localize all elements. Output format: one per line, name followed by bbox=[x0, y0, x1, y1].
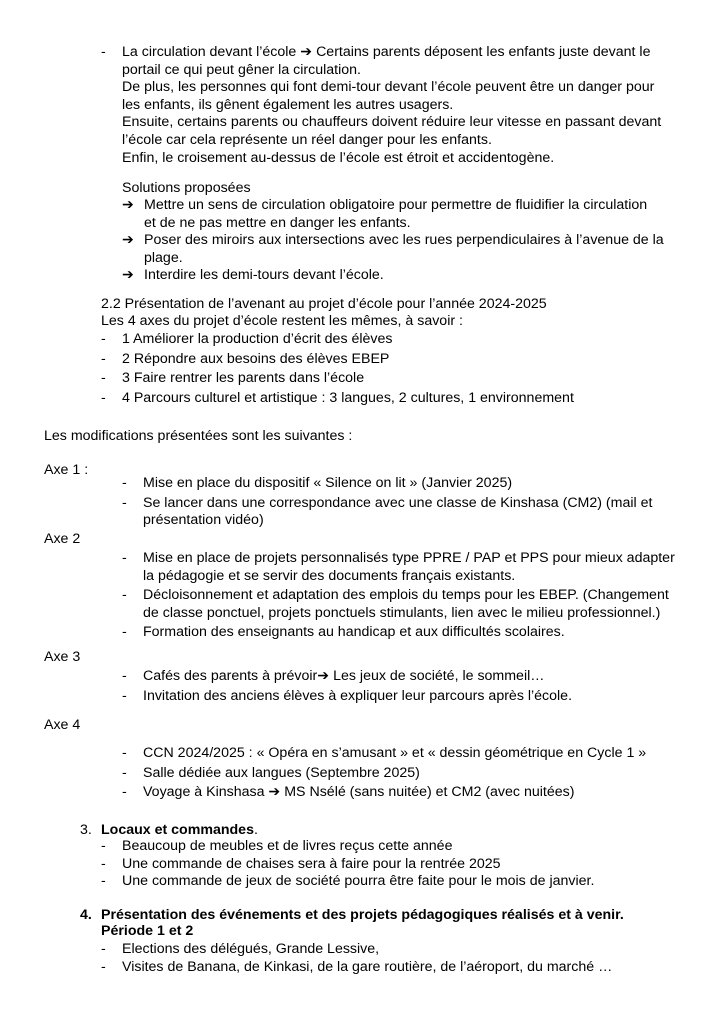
list-item: - Une commande de jeux de société pourra être faite pour le mois de janvier. bbox=[101, 873, 594, 891]
solutions-list bbox=[122, 197, 664, 285]
axe2-list bbox=[122, 550, 675, 642]
axe2-label: Axe 2 bbox=[44, 531, 81, 547]
section4-subtitle: Période 1 et 2 bbox=[101, 923, 194, 939]
list-item: - Décloisonnement et adaptation des emplois du temps pour les EBEP. (Changement de classe ponctuel, projets ponctuels stimulants, lien avec le milieu professionnel.) bbox=[122, 587, 675, 622]
list-item: - 3 Faire rentrer les parents dans l’école bbox=[101, 370, 574, 388]
arrow-right-icon: ➔ bbox=[122, 197, 134, 213]
list-item: - Salle dédiée aux langues (Septembre 2025) bbox=[122, 765, 646, 783]
list-item: - CCN 2024/2025 : « Opéra en s’amusant » et « dessin géométrique en Cycle 1 » bbox=[122, 745, 646, 763]
list-item: - Formation des enseignants au handicap et aux difficultés scolaires. bbox=[122, 624, 675, 642]
section-number: 4. bbox=[80, 907, 92, 923]
list-item: - 2 Répondre aux besoins des élèves EBEP bbox=[101, 351, 574, 369]
section-title-suffix: . bbox=[253, 822, 258, 838]
avenant-intro: Les 4 axes du projet d’école restent les mêmes, à savoir : bbox=[101, 313, 463, 329]
circulation-item bbox=[101, 44, 724, 167]
axes-list bbox=[101, 331, 574, 407]
circulation-line: les enfants, ils gênent également les autres usagers. bbox=[122, 96, 454, 113]
section-title: Présentation des événements et des projets pédagogiques réalisés et à venir. bbox=[101, 907, 624, 923]
list-item: - Mise en place de projets personnalisés type PPRE / PAP et PPS pour mieux adapter la pédagogie et se servir des documents français existants. bbox=[122, 550, 675, 585]
circulation-line: De plus, les personnes qui font demi-tour devant l’école peuvent être un danger pour bbox=[122, 79, 655, 96]
circulation-line: l’école car cela représente un réel danger pour les enfants. bbox=[122, 131, 492, 148]
section3-list bbox=[101, 838, 594, 891]
axe1-list bbox=[122, 475, 652, 530]
list-item: - Visites de Banana, de Kinkasi, de la gare routière, de l’aéroport, du marché … bbox=[101, 959, 612, 977]
section4-heading bbox=[80, 907, 624, 925]
solution-item: ➔ Poser des miroirs aux intersections avec les rues perpendiculaires à l’avenue de la plage. bbox=[122, 232, 664, 266]
axe4-label: Axe 4 bbox=[44, 717, 81, 733]
modifications-intro: Les modifications présentées sont les suivantes : bbox=[44, 428, 353, 444]
list-item: - 1 Améliorer la production d’écrit des élèves bbox=[101, 331, 574, 349]
avenant-title: 2.2 Présentation de l’avenant au projet d’école pour l’année 2024-2025 bbox=[101, 296, 547, 312]
axe3-label: Axe 3 bbox=[44, 649, 81, 665]
list-item: - 4 Parcours culturel et artistique : 3 langues, 2 cultures, 1 environnement bbox=[101, 390, 574, 408]
arrow-right-icon: ➔ bbox=[122, 232, 134, 249]
section3-heading bbox=[80, 822, 258, 840]
solution-item: ➔ Mettre un sens de circulation obligatoire pour permettre de fluidifier la circulation et de ne pas mettre en danger les enfants. bbox=[122, 197, 648, 231]
list-item: - Invitation des anciens élèves à expliquer leur parcours après l’école. bbox=[122, 688, 572, 706]
list-item: - Se lancer dans une correspondance avec une classe de Kinshasa (CM2) (mail et présentation vidéo) bbox=[122, 495, 652, 530]
list-item: - Cafés des parents à prévoir➔ Les jeux de société, le sommeil… bbox=[122, 668, 572, 686]
solution-item: ➔ Interdire les demi-tours devant l’école. bbox=[122, 267, 384, 284]
list-item: - Voyage à Kinshasa ➔ MS Nsélé (sans nuitée) et CM2 (avec nuitées) bbox=[122, 784, 646, 802]
section-title: Locaux et commandes bbox=[101, 822, 254, 838]
list-item: - Elections des délégués, Grande Lessive, bbox=[101, 941, 612, 959]
list-item: - Une commande de chaises sera à faire pour la rentrée 2025 bbox=[101, 856, 594, 874]
list-item: - Mise en place du dispositif « Silence on lit » (Janvier 2025) bbox=[122, 475, 652, 493]
arrow-right-icon: ➔ bbox=[122, 267, 134, 284]
axe3-list bbox=[122, 668, 572, 705]
circulation-line: Ensuite, certains parents ou chauffeurs doivent réduire leur vitesse en passant devant bbox=[122, 114, 662, 131]
circulation-line: Enfin, le croisement au-dessus de l’école est étroit et accidentogène. bbox=[122, 149, 555, 166]
circulation-line: - La circulation devant l’école ➔ Certains parents déposent les enfants juste devant le bbox=[122, 44, 651, 60]
solutions-title: Solutions proposées bbox=[122, 180, 251, 196]
section-number: 3. bbox=[80, 822, 92, 838]
axe1-label: Axe 1 : bbox=[44, 462, 89, 478]
circulation-line: portail ce qui peut gêner la circulation. bbox=[122, 61, 361, 78]
list-item: - Beaucoup de meubles et de livres reçus cette année bbox=[101, 838, 594, 856]
section4-list bbox=[101, 941, 612, 976]
axe4-list bbox=[122, 745, 646, 802]
